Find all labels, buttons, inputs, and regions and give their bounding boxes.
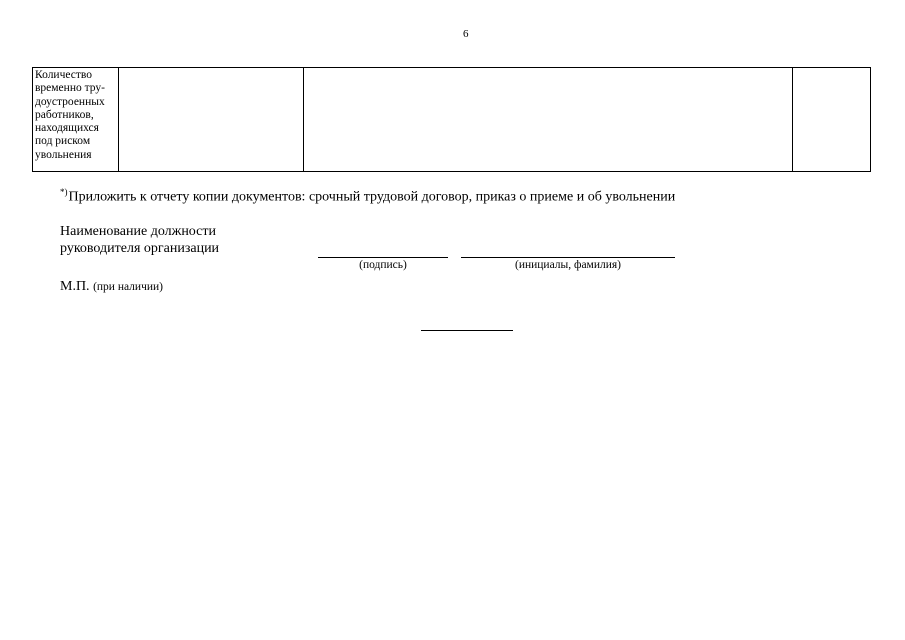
stamp-label: М.П. xyxy=(60,279,90,294)
signature-caption: (подпись) xyxy=(359,259,407,271)
stamp-note xyxy=(60,279,163,295)
row-label-line: под риском xyxy=(35,135,91,148)
name-caption: (инициалы, фамилия) xyxy=(514,259,622,271)
empty-cell xyxy=(793,68,871,172)
footnote xyxy=(60,187,675,206)
position-title xyxy=(60,223,219,257)
footnote-marker: *) xyxy=(60,187,68,197)
empty-cell xyxy=(119,68,304,172)
footnote-text: Приложить к отчету копии документов: срочный трудовой договор, приказ о приеме и об увольнении xyxy=(68,189,676,205)
row-label-line: временно тру- xyxy=(35,82,105,95)
row-label-line: работников, xyxy=(35,108,94,121)
signature-line xyxy=(318,257,448,258)
name-line xyxy=(461,257,675,258)
position-title-line: Наименование должности xyxy=(60,224,216,239)
end-divider xyxy=(421,330,513,331)
row-label-cell xyxy=(33,68,119,172)
position-title-line: руководителя организации xyxy=(60,241,220,256)
row-label-line: находящихся xyxy=(35,122,99,135)
row-label-line: Количество xyxy=(35,69,92,81)
table-row xyxy=(33,68,871,172)
page-number: 6 xyxy=(463,28,469,40)
row-label-line: доустроенных xyxy=(35,95,105,108)
row-label-line: увольнения xyxy=(35,148,92,161)
report-table xyxy=(32,67,871,172)
stamp-condition: (при наличии) xyxy=(93,281,164,293)
empty-cell xyxy=(304,68,793,172)
